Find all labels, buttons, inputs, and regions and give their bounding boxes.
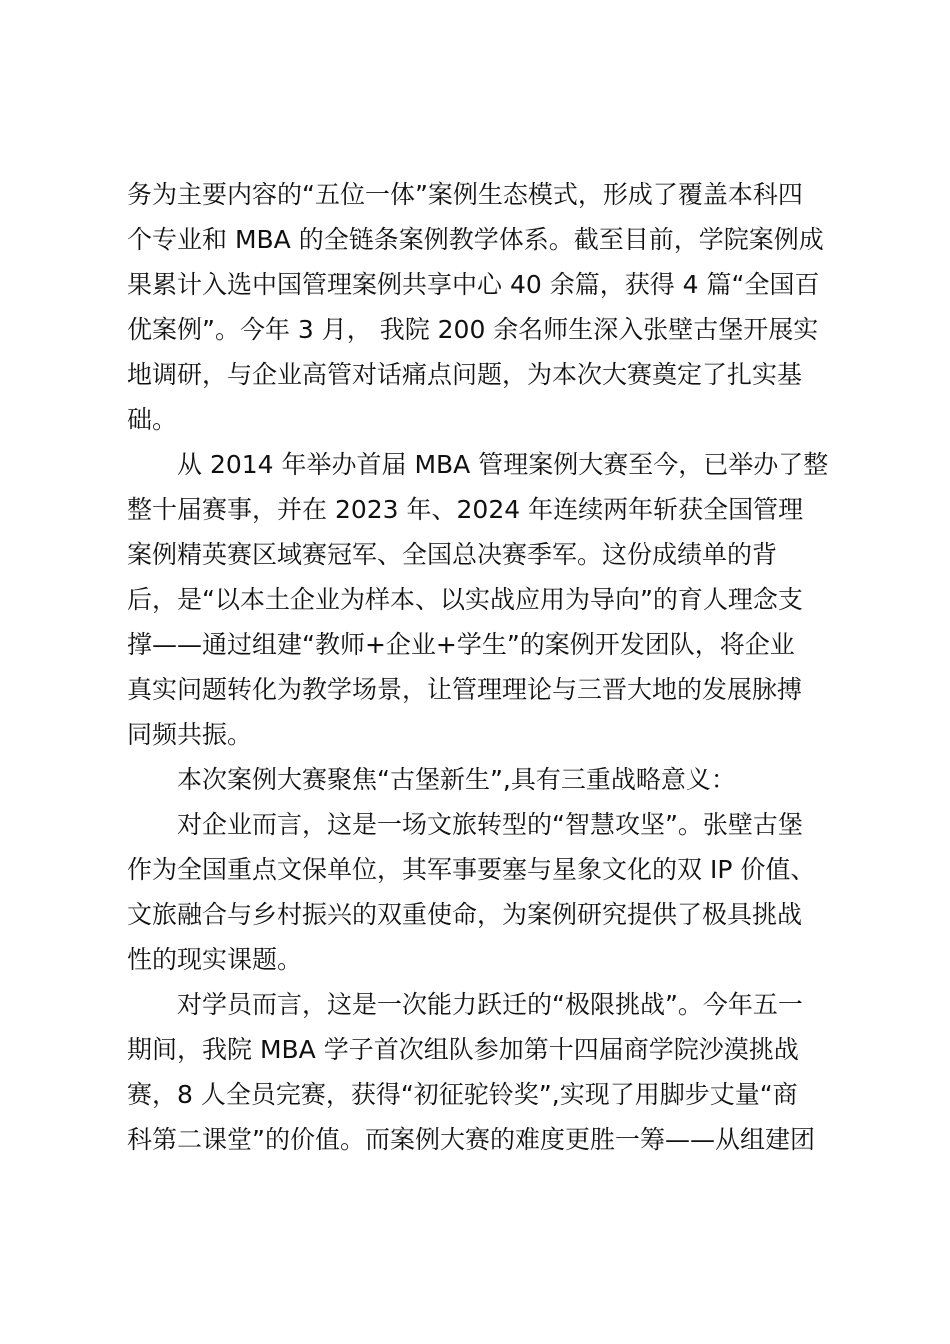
text-line: 务为主要内容的“五位一体”案例生态模式，形成了覆盖本科四 <box>127 180 803 209</box>
text-line: 案例精英赛区域赛冠军、全国总决赛季军。这份成绩单的背 <box>127 540 778 569</box>
text-line: 期间，我院 MBA 学子首次组队参加第十四届商学院沙漠挑战 <box>127 1035 799 1064</box>
text-line: 从 2014 年举办首届 MBA 管理案例大赛至今，已举办了整 <box>177 450 829 479</box>
text-line: 作为全国重点文保单位，其军事要塞与星象文化的双 IP 价值、 <box>127 855 816 884</box>
text-line: 整十届赛事，并在 2023 年、2024 年连续两年斩获全国管理 <box>127 495 804 524</box>
text-line: 后，是“以本土企业为样本、以实战应用为导向”的育人理念支 <box>127 585 803 614</box>
text-line: 赛，8 人全员完赛，获得“初征驼铃奖”,实现了用脚步丈量“商 <box>127 1080 798 1109</box>
document-body <box>127 172 847 1162</box>
paragraph-5 <box>127 982 847 1162</box>
text-line: 真实问题转化为教学场景，让管理理论与三晋大地的发展脉搏 <box>127 675 803 704</box>
text-line: 果累计入选中国管理案例共享中心 40 余篇，获得 4 篇“全国百 <box>127 270 820 299</box>
text-line: 础。 <box>127 405 178 434</box>
text-line: 性的现实课题。 <box>127 945 303 974</box>
text-line: 对学员而言，这是一次能力跃迁的“极限挑战”。今年五一 <box>177 990 803 1019</box>
text-line: 本次案例大赛聚焦“古堡新生”,具有三重战略意义： <box>177 765 736 794</box>
text-line: 科第二课堂”的价值。而案例大赛的难度更胜一筹——从组建团 <box>127 1125 815 1154</box>
text-line: 同频共振。 <box>127 720 253 749</box>
paragraph-1 <box>127 172 847 442</box>
text-line: 地调研，与企业高管对话痛点问题，为本次大赛奠定了扎实基 <box>127 360 803 389</box>
text-line: 个专业和 MBA 的全链条案例教学体系。截至目前，学院案例成 <box>127 225 824 254</box>
paragraph-3 <box>127 757 847 802</box>
text-line: 优案例”。今年 3 月， 我院 200 余名师生深入张壁古堡开展实 <box>127 315 819 344</box>
text-line: 对企业而言，这是一场文旅转型的“智慧攻坚”。张壁古堡 <box>177 810 803 839</box>
paragraph-2 <box>127 442 847 757</box>
paragraph-4 <box>127 802 847 982</box>
text-line: 文旅融合与乡村振兴的双重使命，为案例研究提供了极具挑战 <box>127 900 803 929</box>
text-line: 撑——通过组建“教师+企业+学生”的案例开发团队，将企业 <box>127 630 795 659</box>
